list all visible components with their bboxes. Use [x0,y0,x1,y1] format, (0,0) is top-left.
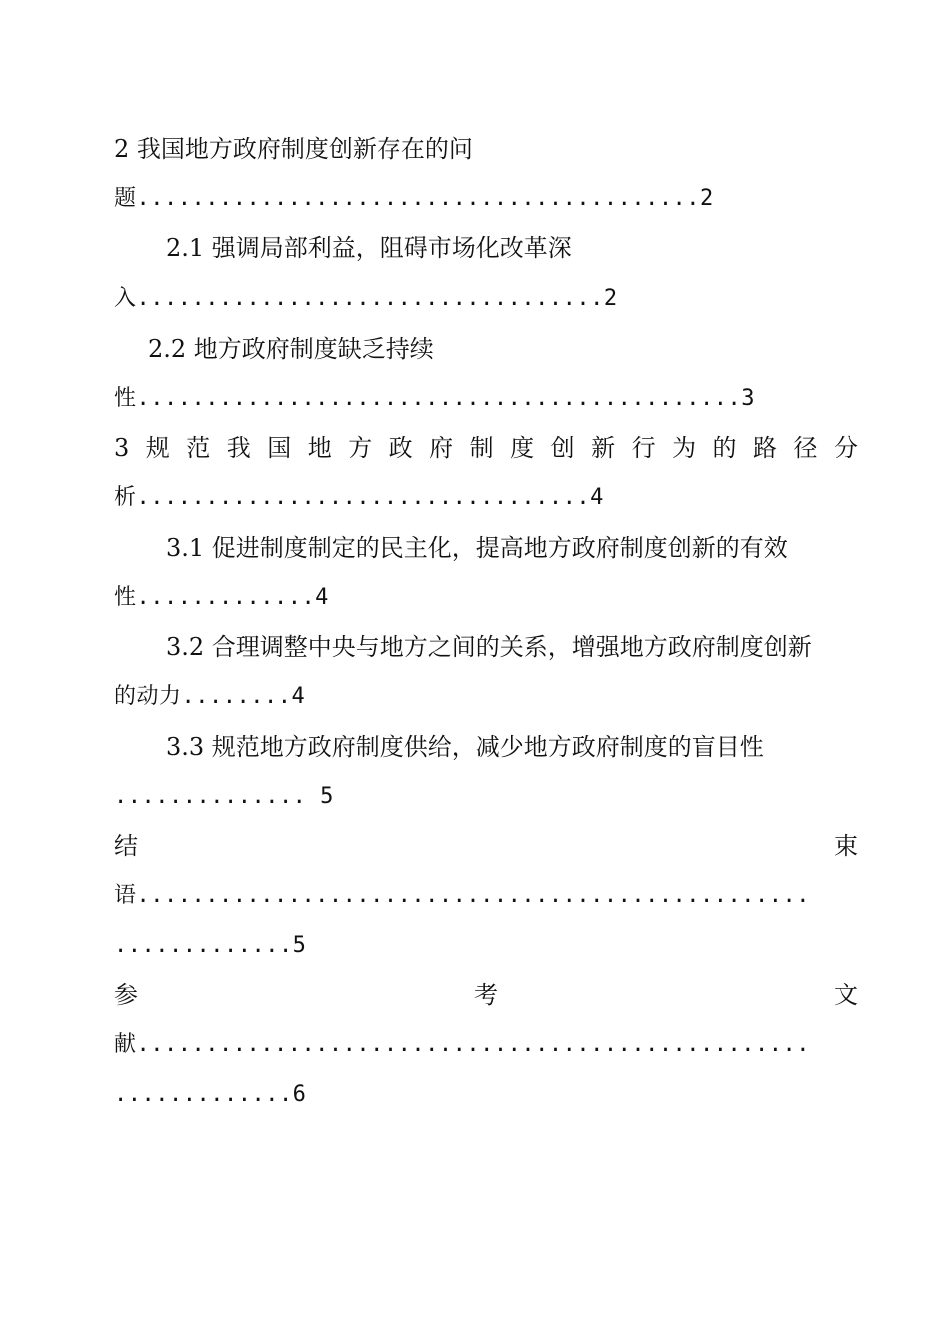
toc-char: 地 [307,434,332,462]
toc-char: 我 [226,434,251,462]
toc-char: 度 [510,434,535,462]
toc-char: 方 [348,434,373,462]
toc-char: 路 [753,434,778,462]
toc-entry-conclusion-line2[interactable]: 语................................................. [114,883,811,908]
toc-entry-2-1-line1[interactable]: 2.1 强调局部利益，阻碍市场化改革深 [166,234,572,262]
toc-char: 文 [834,981,858,1009]
toc-char: 的 [712,434,737,462]
toc-char: 结 [114,832,138,860]
toc-char: 创 [550,434,575,462]
toc-entry-3-3-line2[interactable]: .............. 5 [114,784,334,809]
toc-char: 新 [591,434,616,462]
toc-char: 分 [834,434,858,462]
toc-char: 束 [834,832,858,860]
toc-char: 范 [186,434,211,462]
toc-entry-3-2-line2[interactable]: 的动力........4 [114,684,306,709]
toc-entry-2-2-line2[interactable]: 性............................................3 [114,386,756,411]
toc-entry-3-1-line1[interactable]: 3.1 促进制度制定的民主化，提高地方政府制度创新的有效 [166,534,788,562]
toc-entry-3-2-line1[interactable]: 3.2 合理调整中央与地方之间的关系，增强地方政府制度创新 [166,633,812,661]
toc-entry-3-1-line2[interactable]: 性.............4 [114,585,329,610]
toc-entry-2-line2[interactable]: 题.........................................2 [114,186,714,211]
toc-entry-references-line3[interactable]: .............6 [114,1082,307,1107]
toc-char: 规 [145,434,170,462]
toc-char: 参 [114,981,138,1009]
toc-entry-conclusion-line1[interactable] [114,828,858,864]
toc-entry-2-1-line2[interactable]: 入..................................2 [114,286,618,311]
toc-char: 3 [114,434,130,462]
toc-entry-references-line1[interactable] [114,977,858,1013]
toc-entry-conclusion-line3[interactable]: .............5 [114,933,307,958]
toc-entry-2-2-line1[interactable]: 2.2 地方政府制度缺乏持续 [148,335,434,363]
toc-char: 径 [793,434,818,462]
toc-char: 制 [469,434,494,462]
toc-entry-2-line1[interactable]: 2 我国地方政府制度创新存在的问 [114,135,473,163]
toc-entry-3-3-line1[interactable]: 3.3 规范地方政府制度供给，减少地方政府制度的盲目性 [166,733,764,761]
toc-char: 国 [267,434,292,462]
toc-char: 政 [388,434,413,462]
toc-char: 为 [672,434,697,462]
toc-entry-references-line2[interactable]: 献................................................. [114,1032,811,1057]
toc-char: 考 [474,981,498,1009]
toc-entry-3-line2[interactable]: 析.................................4 [114,485,604,510]
toc-entry-3-line1[interactable] [114,430,858,466]
toc-char: 府 [429,434,454,462]
toc-char: 行 [631,434,656,462]
